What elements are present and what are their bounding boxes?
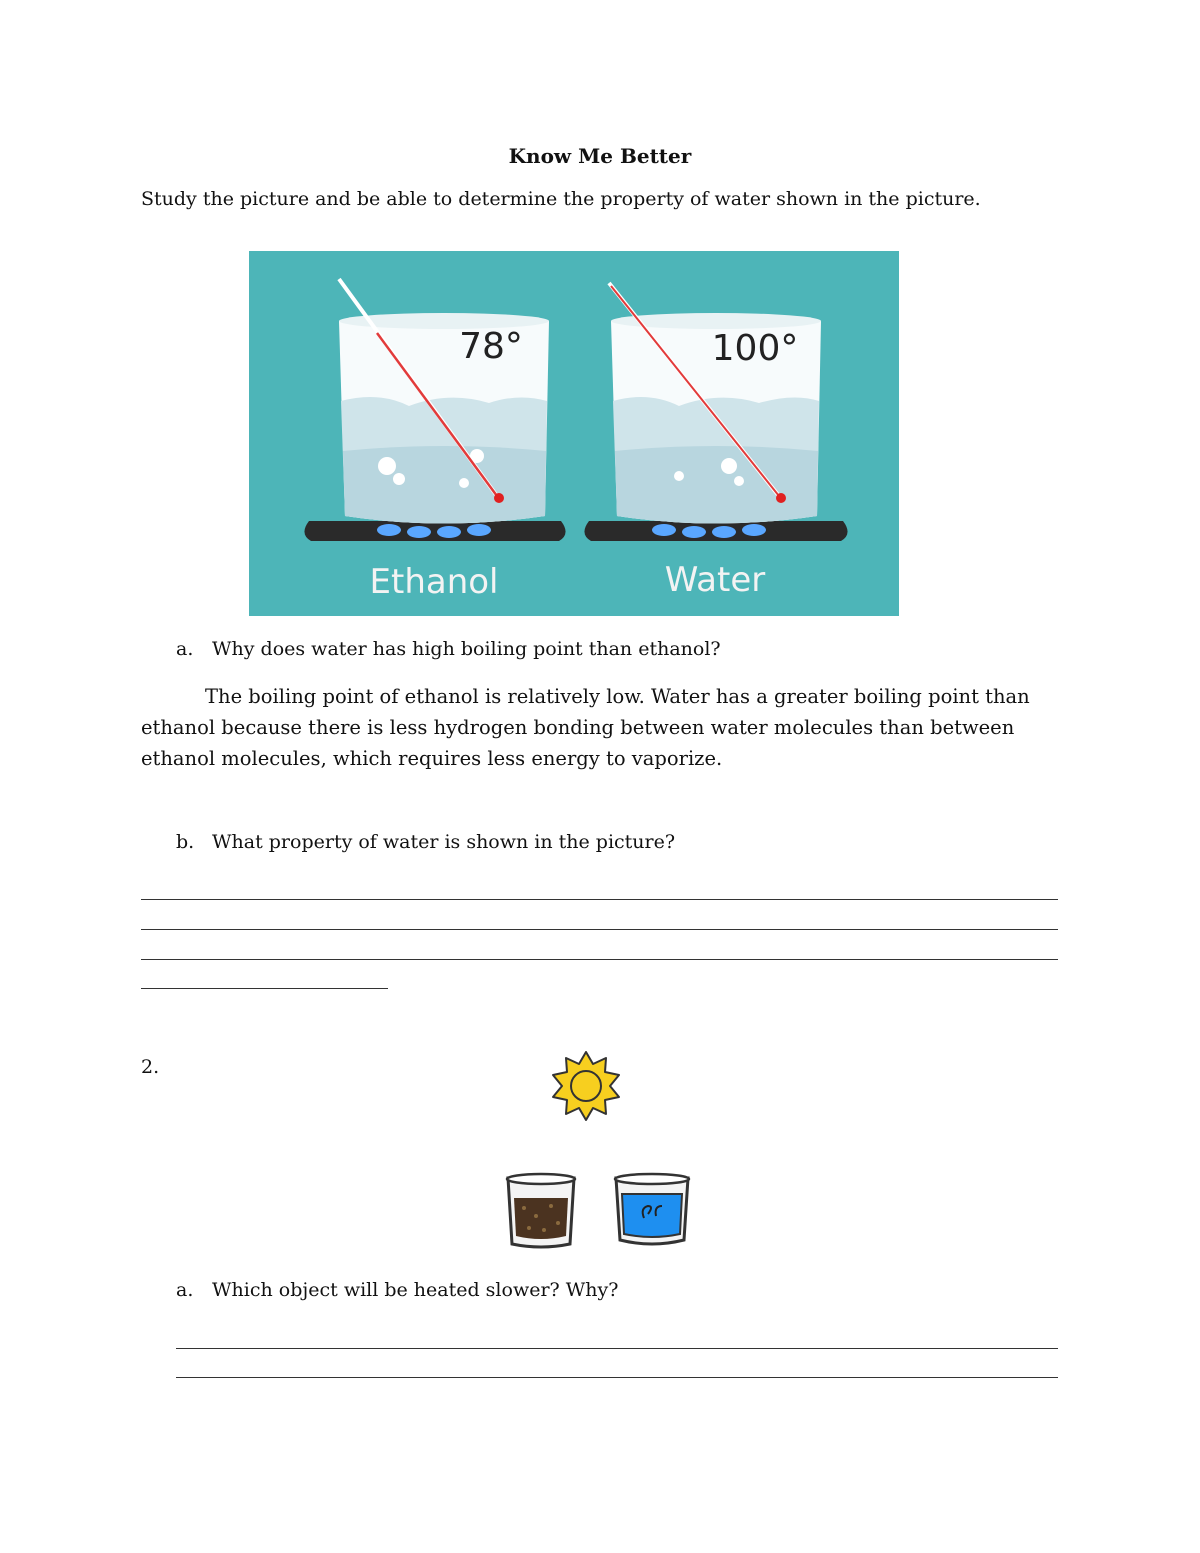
item-number-2: 2.: [141, 1056, 160, 1078]
sun-containers-figure: [496, 1048, 706, 1256]
question-1a: [176, 638, 721, 660]
question-label: b.: [176, 831, 195, 853]
answer-1a: [141, 681, 1041, 774]
answer-line[interactable]: [176, 1377, 1058, 1378]
answer-line[interactable]: [141, 988, 388, 989]
water-label: Water: [664, 560, 766, 600]
question-text: Which object will be heated slower? Why?: [212, 1279, 619, 1301]
ethanol-temperature: 78°: [459, 326, 523, 367]
question-label: a.: [176, 638, 194, 660]
page-title: Know Me Better: [508, 144, 692, 168]
ethanol-label: Ethanol: [369, 562, 499, 602]
sun-icon: [553, 1052, 619, 1120]
boiling-point-figure: [249, 251, 899, 616]
answer-text: The boiling point of ethanol is relatively low. Water has a greater boiling point than ethanol because there is less hydrogen bonding between water molecules than between ethanol molecules, which requires less energy to vaporize.: [141, 685, 1030, 770]
question-label: a.: [176, 1279, 194, 1301]
instructions: Study the picture and be able to determine the property of water shown in the picture.: [141, 188, 981, 210]
answer-line[interactable]: [141, 899, 1058, 900]
water-beaker: [584, 283, 847, 541]
answer-line[interactable]: [141, 959, 1058, 960]
soil-container: [507, 1174, 575, 1247]
water-container: [615, 1174, 689, 1244]
question-1b: [176, 831, 675, 853]
answer-line[interactable]: [176, 1348, 1058, 1349]
question-text: Why does water has high boiling point than ethanol?: [212, 638, 721, 660]
water-temperature: 100°: [711, 328, 799, 369]
question-2a: [176, 1279, 618, 1301]
question-text: What property of water is shown in the picture?: [212, 831, 676, 853]
answer-line[interactable]: [141, 929, 1058, 930]
